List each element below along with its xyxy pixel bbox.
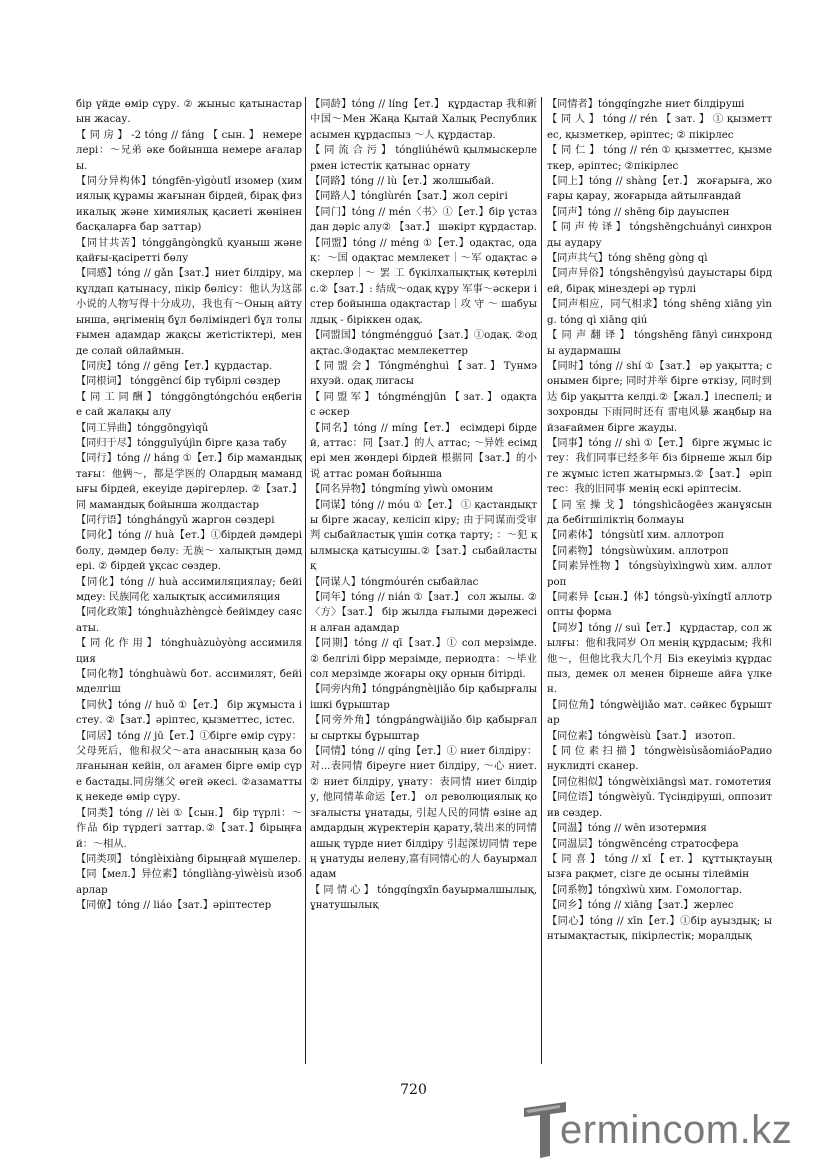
entry: 【同素异【сын.】体】tóngsù-yìxíngtǐ аллотропты форма bbox=[547, 592, 772, 619]
entry: 【同时】tóng // shí ①【зат.】 әр уақытта; сонымен бірге; 同时并举 бірге өткізу, 同时到达 бір уақытта келді.②【жал.】ілеспелі; изохронды 下雨同时还有 雷电风暴 жаңбыр найзағаймен бірге жауды. bbox=[547, 360, 772, 434]
entry: 【同声相应，同气相求】tóng shēng xiāng yìng. tóng qì xiāng qiú bbox=[547, 299, 772, 326]
entry: 【同工异曲】tónggōngyìqǔ bbox=[76, 422, 209, 434]
entry: 【同位角】tóngwèijiǎo мат. сәйкес бұрыштар bbox=[547, 699, 772, 727]
entry: 【 同 仁 】 tóng // rén ① қызметтес, қызметкер, әріптес; ②пікірлес bbox=[547, 145, 772, 172]
entry: 【同素异性物 】 tóngsùyìxìngwù хим. аллотроп bbox=[547, 561, 772, 588]
entry: 【同化】tóng // huà【ет.】①бірдей дәмдері болу, дәмдер бөлу: 无族～ халықтың дәмдері. ② бірдей ұқсас сөздер. bbox=[76, 530, 302, 573]
entry: 【同系物】tóngxìwù хим. Гомологтар. bbox=[547, 884, 743, 896]
entry: 【 同 位 素 扫 描 】 tóngwèisùsǎomiáoРадионуклидті сканер. bbox=[547, 746, 772, 773]
entry: 【同门】tóng // mén〈书〉①【ет.】бір ұстаздан дәріс алу② 【зат.】 шәкірт құрдастар. bbox=[310, 206, 537, 234]
entry: 【同温】tóng // wēn изотермия bbox=[547, 823, 707, 835]
entry: 【同温层】tóngwēncéng стратосфера bbox=[547, 838, 739, 850]
entry: 【 同 声 翻 译 】 tóngshēng fānyì синхронды аудармашы bbox=[547, 330, 772, 357]
entry: 【同情者】tóngqíngzhe ниет білдіруші bbox=[547, 99, 745, 110]
entry: 【同情】tóng // qíng【ет.】① ниет білдіру：对...表同情 біреуге ниет білдіру, ～心 ниет. ② ниет білдіру, ұнату：表同情 ниет білдіру, 他同情革命运【ет.】 ол революциялық қозғалысты ұнатады, 引起人民的同情 өзіне адамдардың жүректерін қарату,装出来的同情 ашық түрде ниет білдіру 引起深切同情 терең ұнатуды иелену,富有同情心的人 бауырмал адам bbox=[310, 746, 537, 881]
logo-text: ermincom.kz bbox=[560, 1108, 793, 1152]
entry: 【同素体】 tóngsùtǐ хим. аллотроп bbox=[547, 530, 725, 542]
entry: 【同根词】 tónggēncí бір түбірлі сөздер bbox=[76, 376, 281, 388]
entry: 【同【мел.】异位素】tónglìàng-yìwèisù изобарлар bbox=[76, 869, 302, 896]
entry: 【同盟】tóng // méng ①【ет.】одақтас, одақ：～国 одақтас мемлекет｜～军 одақтас әскерлер｜～ 罢 工 бүкілхалықтық көтеріліс.②【зат.】: 结成～одақ құру 军事～әскери істер бойынша одақтастар｜攻 守 ～ шабуылдық - біріккен одақ. bbox=[310, 237, 537, 326]
entry: 【 同 人 】 tóng // rén 【 зат. 】 ① қызметтес, қызметкер, әріптес; ② пікірлес bbox=[547, 114, 772, 141]
entry: 【 同 声 传 译 】 tóngshēngchuányì синхронды аудару bbox=[547, 222, 772, 249]
dictionary-column-1 bbox=[76, 97, 302, 1072]
entry: бір үйде өмір сүру. ② жыныс қатынастарын жасау. bbox=[76, 99, 302, 126]
entry: 【同声异俗】tóngshēngyìsú дауыстары бірдей, бірақ мінездері әр түрлі bbox=[547, 268, 772, 295]
entry: 【同声】tóng // shēng бір дауыспен bbox=[547, 206, 730, 218]
entry: 【 同 喜 】 tóng // xǐ 【 ет. 】 құттықтауыңызға рақмет, сізге де осыны тілеймін bbox=[547, 853, 772, 881]
column-divider-right bbox=[541, 97, 542, 1064]
entry: 【同类】tóng // lèi ①【сын.】 бір түрлі：～作品 бір түрдегі заттар.②【зат.】бірыңғай：～相从. bbox=[76, 807, 302, 850]
entry: 【同僚】tóng // liáo【зат.】әріптестер bbox=[76, 900, 272, 912]
entry: 【同素物】 tóngsùwùхим. аллотроп bbox=[547, 545, 729, 557]
entry: 【同化政策】tónghuàzhèngcè бейімдеу саясаты. bbox=[76, 607, 302, 634]
entry: 【同位相似】tóngwèixiāngsì мат. гомотетия bbox=[547, 776, 772, 788]
entry: 【同岁】tóng // suì【ет.】 құрдастар, сол жылғы：他和我同岁 Ол менің құрдасым; 我和他～，但他比我大几个月 Біз екеуіміз құрдаспыз, демек ол менен бірнеше айға үлкен. bbox=[547, 622, 772, 696]
entry: 【同旁内角】tóngpángnèijiǎo бір қабырғалы ішкі бұрыштар bbox=[310, 684, 537, 711]
entry: 【同位语】tóngwèiyǔ. Түсіндіруші, оппозитив сөздер. bbox=[547, 792, 772, 819]
entry: 【 同 流 合 污 】 tóngliúhéwū қылмыскерлермен істестік қатынас орнату bbox=[310, 145, 537, 172]
entry: 【同分异构体】tóngfēn-yìgòutǐ изомер (химиялық құрамы жағынан бірдей, бірақ физикалық және химиялық қасиеті жөнінен басқаларға бар заттар) bbox=[76, 176, 302, 234]
termincom-logo bbox=[520, 1098, 810, 1160]
entry: 【同名】tóng // míng【ет.】 есімдері бірдей, аттас：同【зат.】的人 аттас; ～异姓 есімдері мен жөндері бірдей 根据同【зат.】的小说 аттас роман бойынша bbox=[310, 422, 537, 480]
entry: 【同庚】tóng // gēng【ет.】құрдастар. bbox=[76, 360, 273, 372]
entry: 【同龄】tóng // líng【ет.】 құрдастар 我和新中国～Мен Жаңа Қытай Халық Республикасымен құрдаспыз ～人 құрдастар. bbox=[310, 99, 537, 141]
entry: 【同化物】tónghuàwù бот. ассимилят, бейімделгіш bbox=[76, 669, 302, 696]
dictionary-column-2 bbox=[310, 97, 537, 1072]
entry: 【同谋人】tóngmóurén сыбайлас bbox=[310, 576, 479, 588]
entry: 【同盟国】tóngméngguó【зат.】①одақ. ②одақтас.③одақтас мемлекеттер bbox=[310, 330, 537, 357]
entry: 【同声共气】tóng shēng gòng qì bbox=[547, 253, 708, 265]
entry: 【同心】tóng // xīn【ет.】①бір ауыздық; ынтымақтастық, пікірлестік; моралдық bbox=[547, 915, 772, 942]
entry: 【同路】tóng // lù【ет.】жолшыбай. bbox=[310, 176, 495, 188]
entry: 【同位素】tóngwèisù【зат.】 изотоп. bbox=[547, 730, 736, 742]
entry: 【同上】tóng // shàng【ет.】 жоғарыға, жоғары қарау, жоғарыда айтылғандай bbox=[547, 176, 772, 203]
entry: 【同类项】 tónglèixiàng бірыңғай мүшелер. bbox=[76, 853, 301, 865]
entry: 【同路人】tónglùrén【зат.】жол серігі bbox=[310, 191, 508, 203]
entry: 【同名异物】tóngmíng yìwù омоним bbox=[310, 484, 493, 496]
entry: 【 同 房 】 -2 tóng // fáng 【 сын. 】 немерелері：～兄弟 әке бойынша немере ағалары. bbox=[76, 129, 302, 172]
page-number: 720 bbox=[400, 1082, 427, 1098]
entry: 【同行语】tónghángyǔ жаргон сөздері bbox=[76, 514, 275, 526]
entry: 【 同 情 心 】 tóngqíngxīn бауырмалшылық, ұнатушылық bbox=[310, 884, 537, 912]
entry: 【同行】tóng // háng ①【ет.】бір мамандықтағы：他俩～，都是学医的 Олардың мамандығы бірдей, екеуіде дәрігерлер. ②【зат.】同 мамандық бойынша жолдастар bbox=[76, 453, 302, 511]
column-divider-left bbox=[305, 97, 306, 1064]
entry: 【同伙】tóng // huǒ ①【ет.】 бір жұмыста істеу. ②【зат.】әріптес, қызметтес, істес. bbox=[76, 699, 302, 727]
entry: 【同事】tóng // shì ①【ет.】 бірге жұмыс істеу：我们同事已经多年 біз бірнеше жыл бірге жұмыс істеп жатырмыз.②【зат.】 әріптес：我的旧同事 менің ескі әріптесім. bbox=[547, 437, 772, 496]
entry: 【 同 室 操 戈 】 tóngshìcāogēез жанұясында бебітшіліктің болмауы bbox=[547, 499, 772, 526]
entry: 【同归于尽】tóngguīyújìn бірге қаза табу bbox=[76, 437, 287, 449]
entry: 【同期】tóng // qī【зат.】① сол мерзімде. ② белгілі бірр мерзімде, периодта：～毕业 сол мерзімде жоғары оқу орнын бітірді. bbox=[310, 638, 537, 681]
dictionary-column-3 bbox=[547, 97, 772, 1072]
entry: 【 同 工 同 酬 】 tónggōngtóngchóu еңбегіне сай жалақы алу bbox=[76, 391, 302, 419]
entry: 【同谋】tóng // móu ①【ет.】 ① қастандықты бірге жасау, келісіп кіру; 由于同谋而受审判 сыбайластық үшін сотқа тарту; ：～犯 қылмысқа қатысушы.②【зат.】сыбайластық bbox=[310, 499, 537, 573]
entry: 【同甘共苦】tónggāngòngkǔ қуаныш және қайғы-қасіретті бөлу bbox=[76, 237, 302, 265]
entry: 【同年】tóng // nián ①【зат.】 сол жылы. ②〈方〉【зат.】 бір жылда ғылыми дәрежесін алған адамдар bbox=[310, 592, 537, 634]
entry: 【 同 盟 会 】 Tóngménghuì 【 зат. 】 Тунмэнхуэй. одақ лигасы bbox=[310, 360, 537, 388]
entry: 【同乡】tóng // xiāng【зат.】жерлес bbox=[547, 900, 734, 912]
entry: 【 同 盟 军 】 tóngméngjūn 【 зат. 】 одақтас әскер bbox=[310, 391, 537, 419]
entry: 【同居】tóng // jū【ет.】①бірге өмір сүру：父母死后，他和叔父～ата анасының қаза болғанынан кейін, ол ағамен бірге өмір сүре бастады.同房继父 өгей әкесі. ②азаматтық некеде өмір сүру. bbox=[76, 730, 302, 804]
entry: 【同化】tóng // huà ассимиляциялау; бейімдеу: 民族同化 халықтық ассимиляция bbox=[76, 576, 302, 603]
entry: 【同感】tóng // gǎn【зат.】ниет білдіру, мақұлдап қатынасу, пікір бөлісу：他认为这部小说的人物写得十分成功，我也有～Оның айтуынша, әңгіменің бұл бөліміндегі бұл толығымен адамдар жақсы жетістіктері, мен де солай ойлаймын. bbox=[76, 268, 302, 357]
entry: 【 同 化 作 用 】 tónghuàzuòyòng ассимиляция bbox=[76, 638, 302, 665]
entry: 【同旁外角】tóngpángwàijiǎo бір қабырғалы сырткы бұрыштар bbox=[310, 715, 537, 742]
